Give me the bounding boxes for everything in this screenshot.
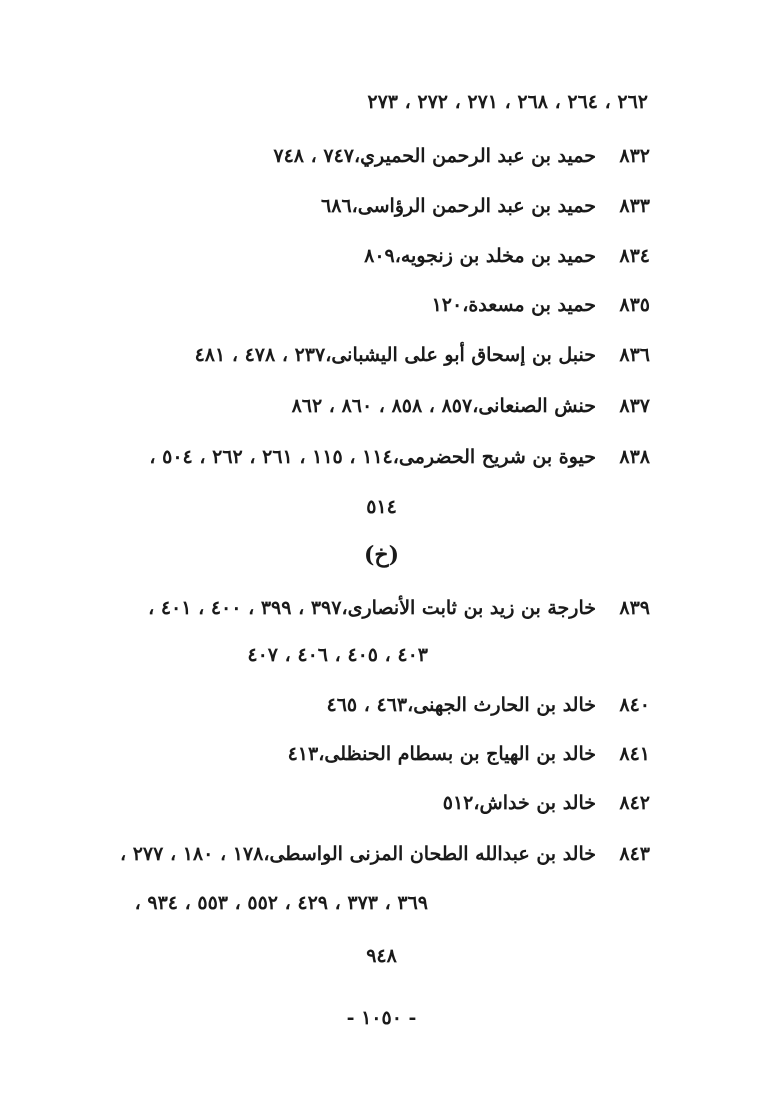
entry-text: حميد بن مخلد بن زنجويه،٨٠٩ [364,245,596,267]
index-entry [321,189,650,223]
entry-number: ٨٣٧ [619,395,650,417]
entry-text: خارجة بن زيد بن ثابت الأنصارى،٣٩٧ ، ٣٩٩ ، ٤٠٠ ، ٤٠١ ، [148,597,596,619]
continuation-text: ٢٦٢ ، ٢٦٤ ، ٢٦٨ ، ٢٧١ ، ٢٧٢ ، ٢٧٣ [367,91,648,113]
continuation-text: ٤٠٣ ، ٤٠٥ ، ٤٠٦ ، ٤٠٧ [247,644,428,666]
entry-text: حيوة بن شريح الحضرمى،١١٤ ، ١١٥ ، ٢٦١ ، ٢٦٢ ، ٥٠٤ ، [149,446,596,468]
index-entry [149,440,650,474]
index-entry [195,338,650,372]
entry-text: حنش الصنعانى،٨٥٧ ، ٨٥٨ ، ٨٦٠ ، ٨٦٢ [291,395,596,417]
entry-number: ٨٣٦ [619,344,650,366]
entry-continuation [247,638,428,672]
page-number: - ١٠٥٠ - [346,1007,417,1029]
index-entry [120,837,650,871]
continuation-text: ٩٤٨ [366,945,397,967]
index-entry [432,288,650,322]
entry-continuation [0,490,763,524]
entry-text: خالد بن الهياج بن بسطام الحنظلى،٤١٣ [287,743,596,765]
entry-text: حميد بن عبد الرحمن الرؤاسى،٦٨٦ [321,195,596,217]
entry-number: ٨٤٢ [619,792,650,814]
entry-number: ٨٣٢ [619,145,650,167]
entry-continuation [0,939,763,973]
entry-text: حميد بن مسعدة،١٢٠ [431,294,596,316]
index-entry [327,688,651,722]
entry-text: خالد بن خداش،٥١٢ [442,792,596,814]
entry-text: خالد بن عبدالله الطحان المزنى الواسطى،١٧٨ ، ١٨٠ ، ٢٧٧ ، [119,843,596,865]
index-entry [288,737,650,771]
index-entry [364,239,650,273]
entry-number: ٨٤٣ [619,843,650,865]
entry-number: ٨٣٨ [619,446,650,468]
entry-number: ٨٤١ [619,743,650,765]
entry-continuation [135,886,428,920]
entry-number: ٨٣٤ [619,245,650,267]
entry-text: خالد بن الحارث الجهنى،٤٦٣ ، ٤٦٥ [326,694,596,716]
entry-number: ٨٣٣ [619,195,650,217]
entry-number: ٨٤٠ [619,694,650,716]
index-entry [148,591,650,625]
entry-number: ٨٣٩ [619,597,650,619]
continuation-text: ٣٦٩ ، ٣٧٣ ، ٤٢٩ ، ٥٥٢ ، ٥٥٣ ، ٩٣٤ ، [134,892,428,914]
section-heading: (خ) [363,542,400,568]
entry-text: حميد بن عبد الرحمن الحميري،٧٤٧ ، ٧٤٨ [273,145,596,167]
entry-number: ٨٣٥ [619,294,650,316]
index-entry [273,139,650,173]
entry-text: حنبل بن إسحاق أبو على اليشبانى،٢٣٧ ، ٤٧٨ ، ٤٨١ [194,344,596,366]
index-entry [443,786,650,820]
continuation-text: ٥١٤ [366,496,397,518]
index-entry [292,389,650,423]
entry-continuation [367,85,648,119]
